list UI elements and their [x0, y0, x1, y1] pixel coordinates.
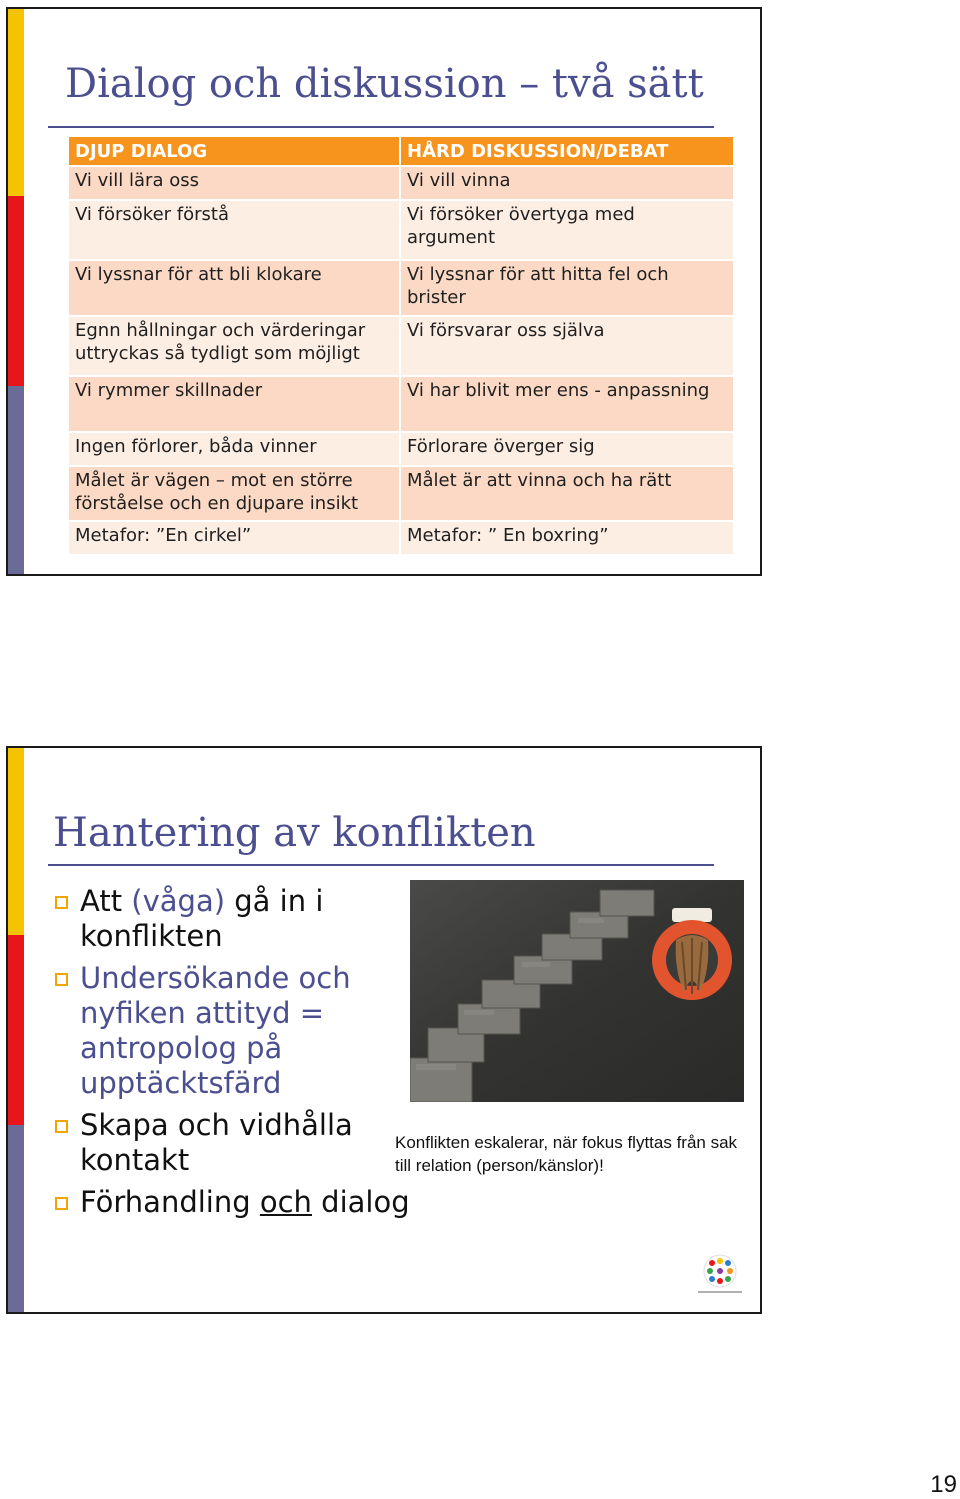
square-bullet-icon [55, 973, 68, 986]
table-cell: Vi försöker övertyga med argument [399, 201, 733, 261]
table-cell: Förlorare överger sig [399, 433, 733, 467]
table-cell: Vi har blivit mer ens - anpassning [399, 377, 733, 433]
table-cell: Vi vill vinna [399, 167, 733, 201]
square-bullet-icon [55, 1120, 68, 1133]
title-divider [48, 126, 714, 128]
table-cell: Egnn hållningar och värderingar uttryckas så tydligt som möjligt [69, 317, 399, 377]
table-cell: Målet är att vinna och ha rätt [399, 467, 733, 522]
table-cell: Vi försöker förstå [69, 201, 399, 261]
slide-conflict-handling [6, 746, 762, 1314]
table-row [69, 467, 733, 522]
table-row [69, 522, 733, 556]
list-item: Att (våga) gå in i konflikten [52, 884, 432, 954]
table-row [69, 261, 733, 317]
square-bullet-icon [55, 1197, 68, 1210]
table-row [69, 317, 733, 377]
table-cell: Ingen förlorer, båda vinner [69, 433, 399, 467]
table-cell: Målet är vägen – mot en större förståelse och en djupare insikt [69, 467, 399, 522]
stairs-photo [410, 880, 744, 1102]
list-item: Skapa och vidhålla kontakt [52, 1108, 432, 1178]
table-cell: Vi rymmer skillnader [69, 377, 399, 433]
table-cell: Vi lyssnar för att bli klokare [69, 261, 399, 317]
table-cell: Vi lyssnar för att hitta fel och brister [399, 261, 733, 317]
table-row [69, 167, 733, 201]
comparison-table [69, 137, 733, 556]
page-number: 19 [930, 1471, 957, 1498]
table-cell: Vi vill lära oss [69, 167, 399, 201]
bullet-list [52, 884, 432, 1227]
photo-caption: Konflikten eskalerar, när fokus flyttas från sak till relation (person/känslor)! [395, 1133, 738, 1175]
organization-logo [690, 1251, 750, 1297]
table-cell: Vi försvarar oss själva [399, 317, 733, 377]
list-item: Undersökande och nyfiken attityd = antropolog på upptäcktsfärd [52, 961, 432, 1101]
slide-sidebar [8, 9, 24, 574]
slide-title: Hantering av konflikten [53, 810, 536, 856]
table-header-row [69, 137, 733, 167]
header-deep-dialog: DJUP DIALOG [69, 137, 399, 167]
slide-dialog-discussion [6, 7, 762, 576]
stairs-lifebuoy-image [410, 880, 744, 1102]
square-bullet-icon [55, 896, 68, 909]
table-cell: Metafor: ”En cirkel” [69, 522, 399, 556]
table-row [69, 433, 733, 467]
header-hard-discussion: HÅRD DISKUSSION/DEBAT [399, 137, 733, 167]
slide-title: Dialog och diskussion – två sätt [65, 61, 704, 107]
table-row [69, 201, 733, 261]
title-divider [48, 864, 714, 866]
table-cell: Metafor: ” En boxring” [399, 522, 733, 556]
table-row [69, 377, 733, 433]
list-item: Förhandling och dialog [52, 1185, 432, 1220]
slide-sidebar [8, 748, 24, 1312]
